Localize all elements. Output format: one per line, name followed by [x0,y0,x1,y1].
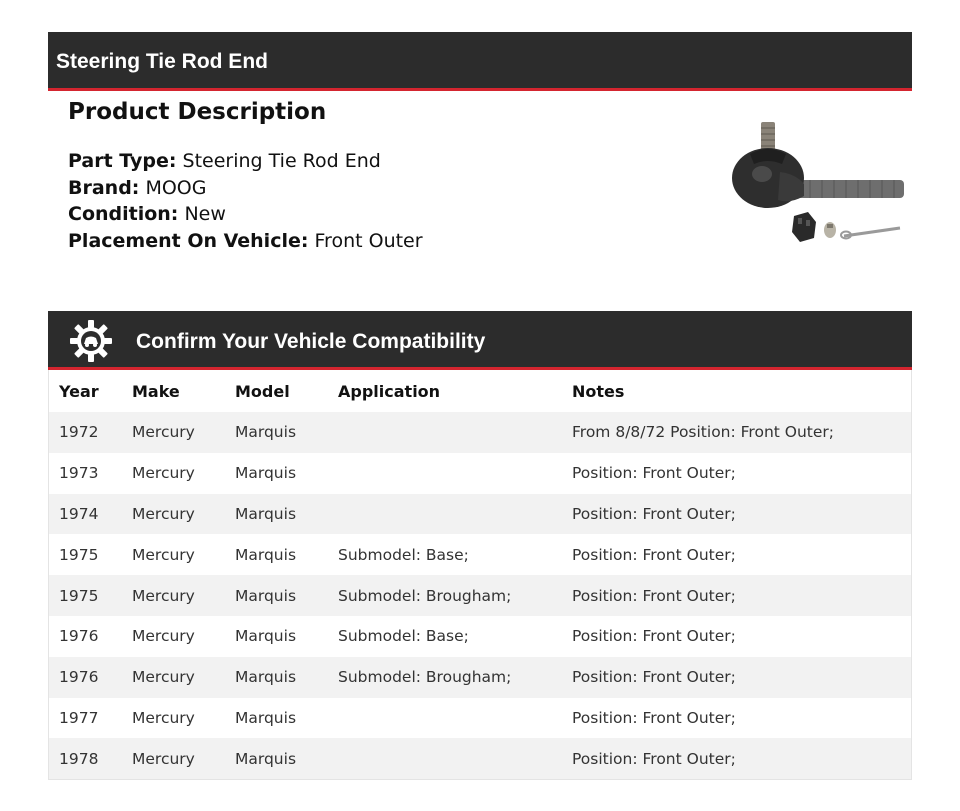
model-cell: Marquis [225,657,328,698]
tie-rod-end-image [720,116,912,254]
application-cell [328,412,562,453]
notes-cell: Position: Front Outer; [572,464,736,483]
model-cell: Marquis [235,545,297,564]
model-cell: Marquis [235,464,297,483]
table-row [49,657,911,698]
application-cell [328,698,562,739]
spec-list [68,148,423,254]
model-cell: Marquis [235,708,297,727]
notes-cell: Position: Front Outer; [562,738,911,779]
compatibility-title: Confirm Your Vehicle Compatibility [136,330,486,353]
year-cell: 1973 [59,464,99,483]
year-cell: 1975 [59,545,99,564]
notes-cell: Position: Front Outer; [562,657,911,698]
notes-cell: Position: Front Outer; [572,545,736,564]
notes-cell: Position: Front Outer; [562,575,911,616]
table-header-row [49,370,911,412]
make-cell: Mercury [122,738,225,779]
table-row [49,616,911,657]
description-heading: Product Description [68,99,327,125]
spec-condition: Condition: New [68,203,226,225]
make-cell: Mercury [122,657,225,698]
make-cell: Mercury [132,627,195,646]
application-cell: Submodel: Base; [338,545,469,564]
table-row [49,698,911,739]
table-row [49,738,911,779]
year-cell: 1974 [49,494,122,535]
application-cell: Submodel: Base; [338,627,469,646]
notes-cell: Position: Front Outer; [572,708,736,727]
year-cell: 1972 [49,412,122,453]
compatibility-bar [48,311,912,370]
spec-part-type: Part Type: Steering Tie Rod End [68,150,381,172]
model-cell: Marquis [225,575,328,616]
column-application: Application [338,381,441,401]
table-row [49,453,911,494]
table-row [49,534,911,575]
application-cell [328,453,562,494]
notes-cell: Position: Front Outer; [562,494,911,535]
make-cell: Mercury [132,464,195,483]
column-year: Year [59,381,99,401]
table-row [49,575,911,616]
year-cell: 1976 [59,627,99,646]
application-cell: Submodel: Brougham; [328,575,562,616]
year-cell: 1976 [49,657,122,698]
column-notes: Notes [572,381,625,401]
compatibility-table [49,370,911,779]
notes-cell: Position: Front Outer; [572,627,736,646]
model-cell: Marquis [225,412,328,453]
make-cell: Mercury [122,494,225,535]
compatibility-table-wrapper [48,370,912,780]
table-row [49,494,911,535]
year-cell: 1975 [49,575,122,616]
application-cell [328,738,562,779]
spec-placement: Placement On Vehicle: Front Outer [68,229,423,252]
gear-car-icon [70,320,112,362]
make-cell: Mercury [132,545,195,564]
product-description [68,96,423,254]
application-cell [328,494,562,535]
spec-brand: Brand: MOOG [68,176,207,199]
product-title: Steering Tie Rod End [56,50,268,73]
make-cell: Mercury [122,412,225,453]
model-cell: Marquis [235,627,297,646]
make-cell: Mercury [122,575,225,616]
year-cell: 1977 [59,708,99,727]
model-cell: Marquis [225,738,328,779]
model-cell: Marquis [225,494,328,535]
year-cell: 1978 [49,738,122,779]
notes-cell: From 8/8/72 Position: Front Outer; [562,412,911,453]
product-title-bar [48,32,912,91]
column-make: Make [132,381,180,401]
table-row [49,412,911,453]
make-cell: Mercury [132,708,195,727]
application-cell: Submodel: Brougham; [328,657,562,698]
column-model: Model [235,381,290,401]
